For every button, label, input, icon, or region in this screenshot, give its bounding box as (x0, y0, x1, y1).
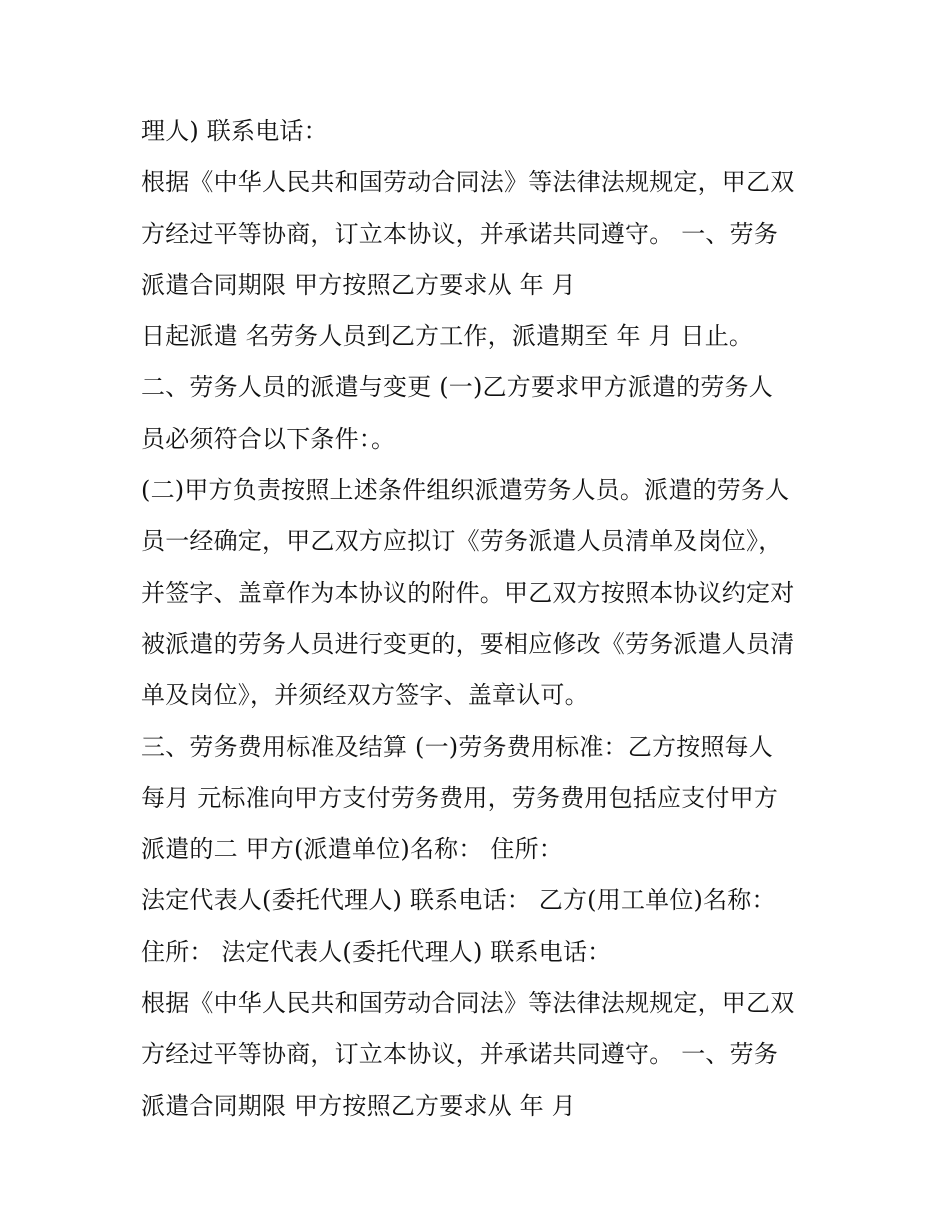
text-line: 方经过平等协商，订立本协议，并承诺共同遵守。 一、劳务 (141, 1040, 779, 1069)
text-line: 方经过平等协商，订立本协议，并承诺共同遵守。 一、劳务 (141, 219, 779, 248)
text-line: 根据《中华人民共和国劳动合同法》等法律法规规定，甲乙双 (141, 168, 795, 197)
contract-text-body (141, 106, 841, 1132)
text-line: 三、劳务费用标准及结算 (一)劳务费用标准：乙方按照每人 (141, 732, 773, 761)
text-line: 派遣的二 甲方(派遣单位)名称： 住所： (141, 835, 563, 864)
text-line: 单及岗位》，并须经双方签字、盖章认可。 (141, 681, 589, 710)
text-line: 员必须符合以下条件：。 (141, 424, 396, 453)
text-line: 派遣合同期限 甲方按照乙方要求从 年 月 (141, 270, 576, 299)
text-line: 被派遣的劳务人员进行变更的，要相应修改《劳务派遣人员清 (141, 629, 795, 658)
text-line: 日起派遣 名劳务人员到乙方工作，派遣期至 年 月 日止。 (141, 322, 754, 351)
text-line: (二)甲方负责按照上述条件组织派遣劳务人员。派遣的劳务人 (141, 476, 790, 505)
text-line: 住所： 法定代表人(委托代理人) 联系电话： (141, 937, 612, 966)
text-line: 员一经确定，甲乙双方应拟订《劳务派遣人员清单及岗位》， (141, 527, 783, 556)
text-line: 并签字、盖章作为本协议的附件。甲乙双方按照本协议约定对 (141, 578, 795, 607)
text-line: 派遣合同期限 甲方按照乙方要求从 年 月 (141, 1091, 576, 1120)
text-line: 理人) 联系电话： (141, 117, 328, 145)
text-line: 法定代表人(委托代理人) 联系电话： 乙方(用工单位)名称： (141, 886, 776, 915)
text-line: 根据《中华人民共和国劳动合同法》等法律法规规定，甲乙双 (141, 989, 795, 1018)
text-line: 二、劳务人员的派遣与变更 (一)乙方要求甲方派遣的劳务人 (141, 373, 773, 402)
text-line: 每月 元标准向甲方支付劳务费用，劳务费用包括应支付甲方 (141, 783, 779, 812)
